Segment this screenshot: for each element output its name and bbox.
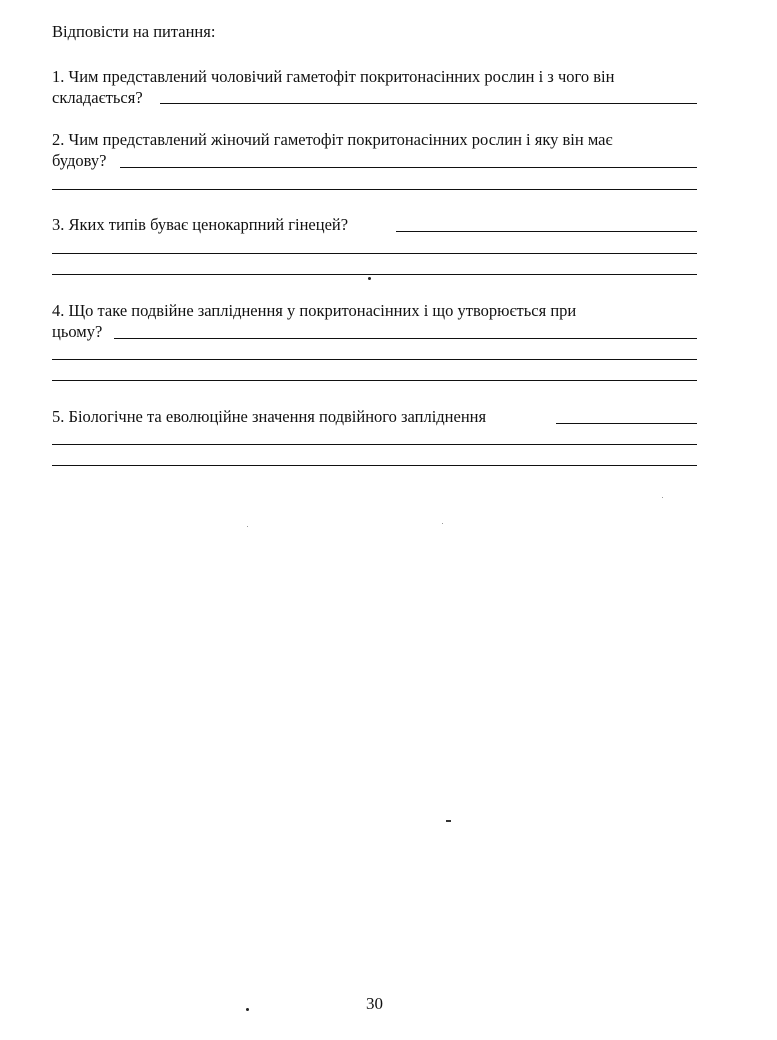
answer-line[interactable]: [120, 167, 697, 168]
speck: [442, 523, 443, 524]
answer-line[interactable]: [396, 231, 697, 232]
speck: [662, 497, 663, 498]
answer-line[interactable]: [52, 274, 697, 275]
answer-line[interactable]: [160, 103, 697, 104]
page-number: 30: [366, 994, 383, 1013]
answer-line[interactable]: [52, 253, 697, 254]
answer-line[interactable]: [52, 465, 697, 466]
answer-line[interactable]: [52, 359, 697, 360]
question-4-line-1: 4. Що таке подвійне запліднення у покритонасінних і що утворюється при: [52, 301, 577, 320]
speck: [246, 1008, 249, 1011]
answer-line[interactable]: [556, 423, 697, 424]
question-2-line-2: будову?: [52, 151, 107, 170]
question-1-line-1: 1. Чим представлений чоловічий гаметофіт покритонасінних рослин і з чого він: [52, 67, 615, 86]
question-3-line-1: 3. Яких типів буває ценокарпний гінецей?: [52, 215, 349, 234]
answer-line[interactable]: [52, 380, 697, 381]
question-5-line-1: 5. Біологічне та еволюційне значення подвійного запліднення: [52, 407, 487, 426]
answer-line[interactable]: [52, 189, 697, 190]
speck: [446, 820, 451, 822]
answer-line[interactable]: [114, 338, 697, 339]
speck: [368, 277, 371, 280]
answer-line[interactable]: [52, 444, 697, 445]
question-4-line-2: цьому?: [52, 322, 103, 341]
question-2-line-1: 2. Чим представлений жіночий гаметофіт покритонасінних рослин і яку він має: [52, 130, 613, 149]
speck: [247, 526, 248, 527]
question-1-line-2: складається?: [52, 88, 143, 107]
instruction-heading: Відповісти на питання:: [52, 22, 216, 41]
